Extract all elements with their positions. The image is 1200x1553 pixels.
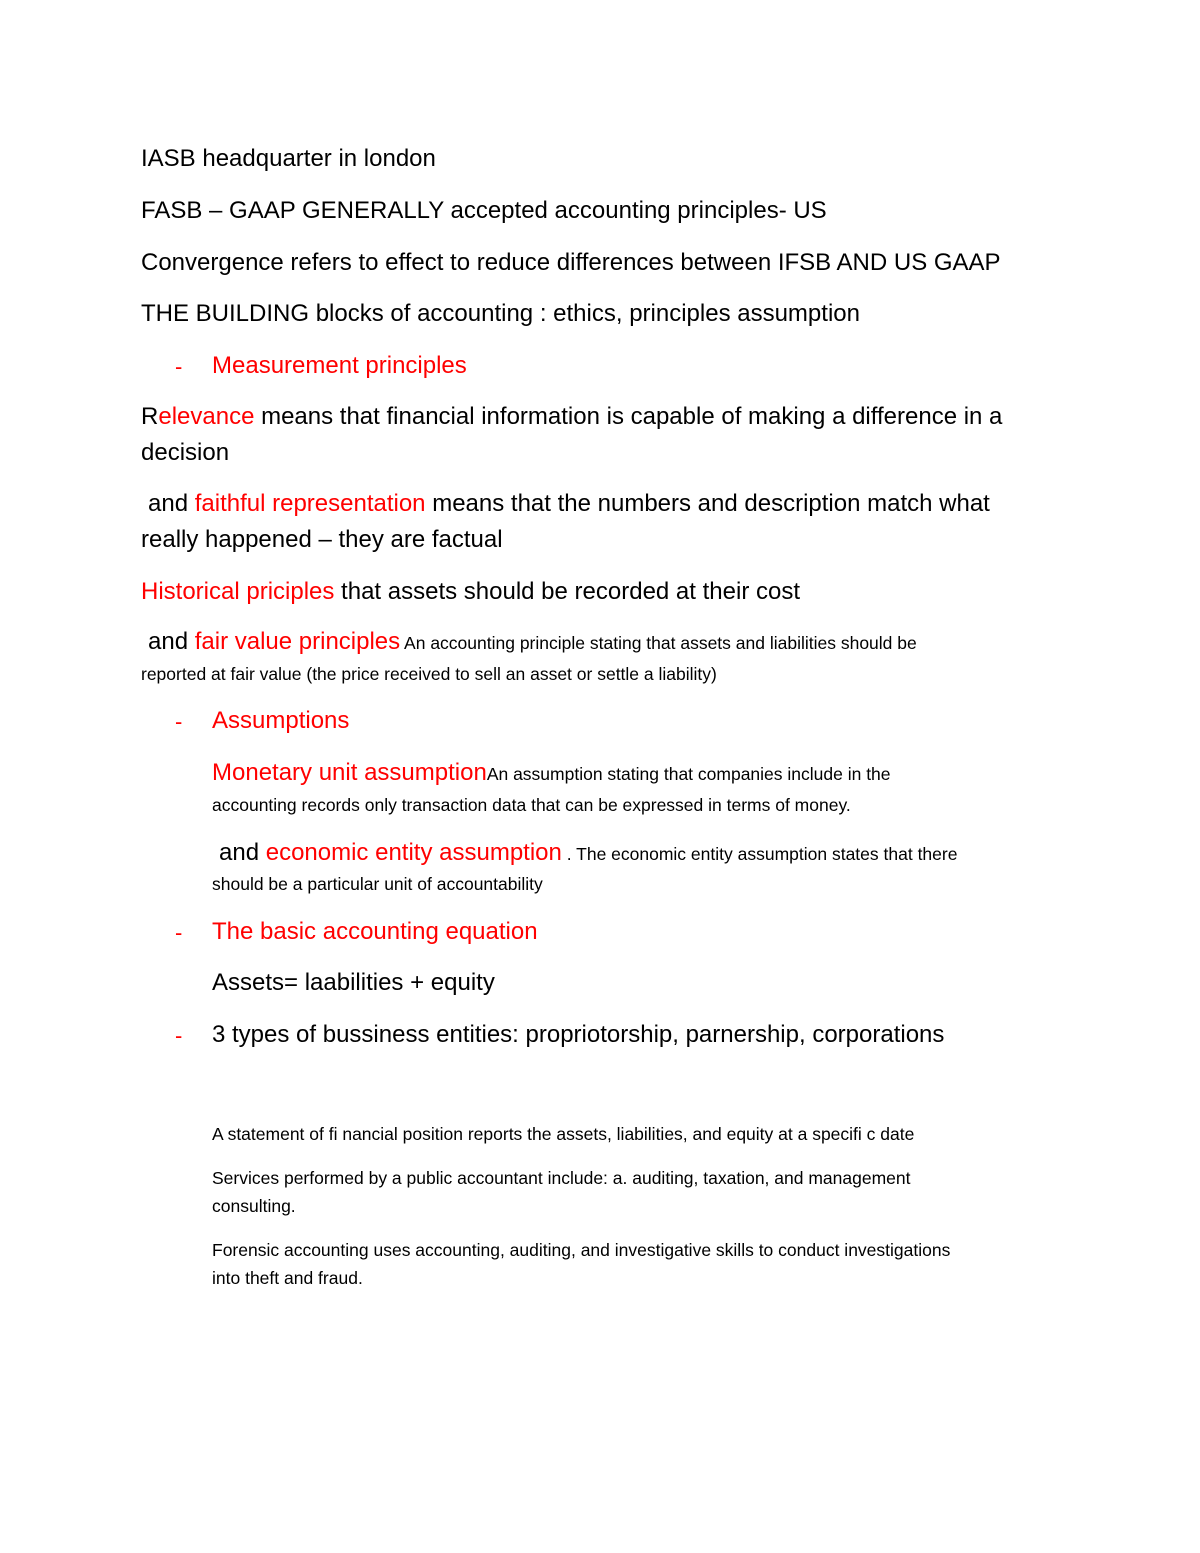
term-faithful-representation: faithful representation <box>194 490 426 517</box>
economic-definition: . The economic entity assumption states that there <box>561 844 958 864</box>
note-services-line2: consulting. <box>212 1196 296 1216</box>
paragraph-fair-value-line2: reported at fair value (the price received to sell an asset or settle a liability) <box>141 664 717 684</box>
note-forensic-line2: into theft and fraud. <box>212 1268 363 1288</box>
historical-definition: that assets should be recorded at their cost <box>334 578 800 605</box>
paragraph-faithful-line2: really happened – they are factual <box>141 526 503 553</box>
economic-lead: and <box>219 839 266 866</box>
faithful-definition: means that the numbers and description match what <box>425 490 990 517</box>
fair-value-definition: An accounting principle stating that assets and liabilities should be <box>400 633 917 653</box>
term-historical-priciples: Historical priciples <box>141 578 335 605</box>
paragraph-economic-line1 <box>219 839 957 867</box>
paragraph-monetary-line1 <box>212 759 891 787</box>
bullet-dash: - <box>175 920 183 945</box>
note-forensic-line1: Forensic accounting uses accounting, auditing, and investigative skills to conduct investigations <box>212 1240 951 1260</box>
term-monetary-unit-assumption: Monetary unit assumption <box>212 759 487 786</box>
paragraph-relevance-line1 <box>141 403 1002 431</box>
relevance-first-letter: R <box>141 403 159 430</box>
bullet-dash: - <box>175 1023 183 1048</box>
note-services-line1: Services performed by a public accountant include: a. auditing, taxation, and management <box>212 1168 911 1188</box>
heading-assumptions: Assumptions <box>212 707 350 734</box>
text-line-convergence: Convergence refers to effect to reduce differences between IFSB AND US GAAP <box>141 249 1001 276</box>
paragraph-relevance-line2: decision <box>141 439 230 466</box>
paragraph-historical <box>141 578 800 606</box>
text-business-entities: 3 types of bussiness entities: propriotorship, parnership, corporations <box>212 1021 945 1048</box>
note-statement-financial-position: A statement of fi nancial position reports the assets, liabilities, and equity at a specifi c date <box>212 1124 915 1144</box>
text-equation: Assets= laabilities + equity <box>212 969 495 996</box>
term-economic-entity-assumption: economic entity assumption <box>265 839 562 866</box>
heading-basic-accounting-equation: The basic accounting equation <box>212 918 538 945</box>
heading-measurement-principles: Measurement principles <box>212 352 467 379</box>
paragraph-fair-value-line1 <box>148 628 917 656</box>
text-line-iasb: IASB headquarter in london <box>141 145 436 172</box>
monetary-definition: An assumption stating that companies include in the <box>486 764 891 784</box>
fair-value-lead: and <box>148 628 195 655</box>
paragraph-faithful-line1 <box>148 490 990 518</box>
term-fair-value-principles: fair value principles <box>194 628 401 655</box>
relevance-definition: means that financial information is capable of making a difference in a <box>254 403 1003 430</box>
bullet-dash: - <box>175 709 183 734</box>
faithful-lead: and <box>148 490 195 517</box>
bullet-dash: - <box>175 354 183 379</box>
term-relevance: elevance <box>158 403 255 430</box>
text-line-building-blocks: THE BUILDING blocks of accounting : ethics, principles assumption <box>141 300 860 327</box>
paragraph-economic-line2: should be a particular unit of accountability <box>212 874 543 894</box>
paragraph-monetary-line2: accounting records only transaction data that can be expressed in terms of money. <box>212 795 851 815</box>
text-line-fasb: FASB – GAAP GENERALLY accepted accounting principles- US <box>141 197 827 224</box>
